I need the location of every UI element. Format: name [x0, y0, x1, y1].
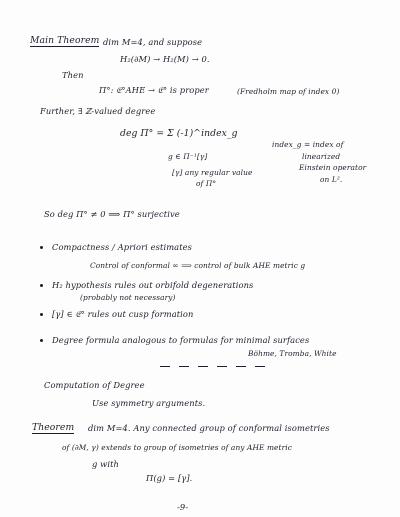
degree-sub3: of Π° — [196, 179, 217, 188]
theorem-heading: Theorem — [32, 422, 75, 433]
divider-dash — [179, 366, 189, 367]
page-number: -9- — [177, 502, 189, 512]
main-theorem-line3: Π°: 𝔈°AHE → 𝔈° is proper — [99, 85, 209, 95]
divider-dash — [217, 366, 227, 367]
index-aside2: linearized — [302, 152, 341, 161]
computation-heading: Computation of Degree — [44, 380, 145, 390]
theorem-line4: Π(g) = [γ]. — [146, 473, 193, 483]
index-aside1: index_g = index of — [272, 140, 344, 149]
bullet-2-line1: H₂ hypothesis rules out orbifold degenerations — [52, 280, 254, 290]
main-theorem-line3-note: (Fredholm map of index 0) — [237, 87, 340, 96]
divider-dash — [255, 366, 265, 367]
bullet-1-line1: Compactness / Apriori estimates — [52, 242, 193, 252]
bullet-4-line1: Degree formula analogous to formulas for minimal surfaces — [52, 335, 310, 345]
degree-formula: deg Π° = Σ (-1)^index_g — [120, 128, 238, 139]
bullet-3-line1: [γ] ∈ 𝔈° rules out cusp formation — [52, 309, 194, 319]
section-divider — [160, 366, 265, 367]
bullet-2-line2: (probably not necessary) — [80, 293, 176, 302]
divider-dash — [198, 366, 208, 367]
index-aside4: on L². — [320, 175, 343, 184]
degree-sub1: g ∈ Π⁻¹[γ] — [168, 152, 208, 161]
divider-dash — [160, 366, 170, 367]
bullet-1-line2: Control of conformal ∞ ⟹ control of bulk AHE metric g — [90, 261, 306, 270]
theorem-line1: dim M=4. Any connected group of conformal isometries — [88, 423, 330, 433]
divider-dash — [236, 366, 246, 367]
bullet-dot-4 — [40, 339, 43, 342]
main-theorem-then: Then — [62, 70, 84, 80]
main-theorem-line1: dim M=4, and suppose — [103, 37, 203, 47]
index-aside3: Einstein operator — [299, 163, 367, 172]
bullet-dot-1 — [40, 246, 43, 249]
main-theorem-heading: Main Theorem — [30, 35, 100, 46]
bullet-dot-2 — [40, 284, 43, 287]
surjective-line: So deg Π° ≠ 0 ⟹ Π° surjective — [44, 209, 180, 219]
bullet-4-line2: Böhme, Tromba, White — [248, 349, 337, 358]
main-theorem-line2: H₂(∂M) → H₂(M) → 0. — [120, 54, 210, 64]
computation-line2: Use symmetry arguments. — [92, 398, 206, 408]
theorem-line2: of (∂M, γ) extends to group of isometries of any AHE metric — [62, 443, 292, 452]
degree-sub2: [γ] any regular value — [172, 168, 253, 177]
further-line1: Further, ∃ ℤ-valued degree — [40, 106, 156, 116]
theorem-line3: g with — [92, 459, 119, 469]
bullet-dot-3 — [40, 313, 43, 316]
